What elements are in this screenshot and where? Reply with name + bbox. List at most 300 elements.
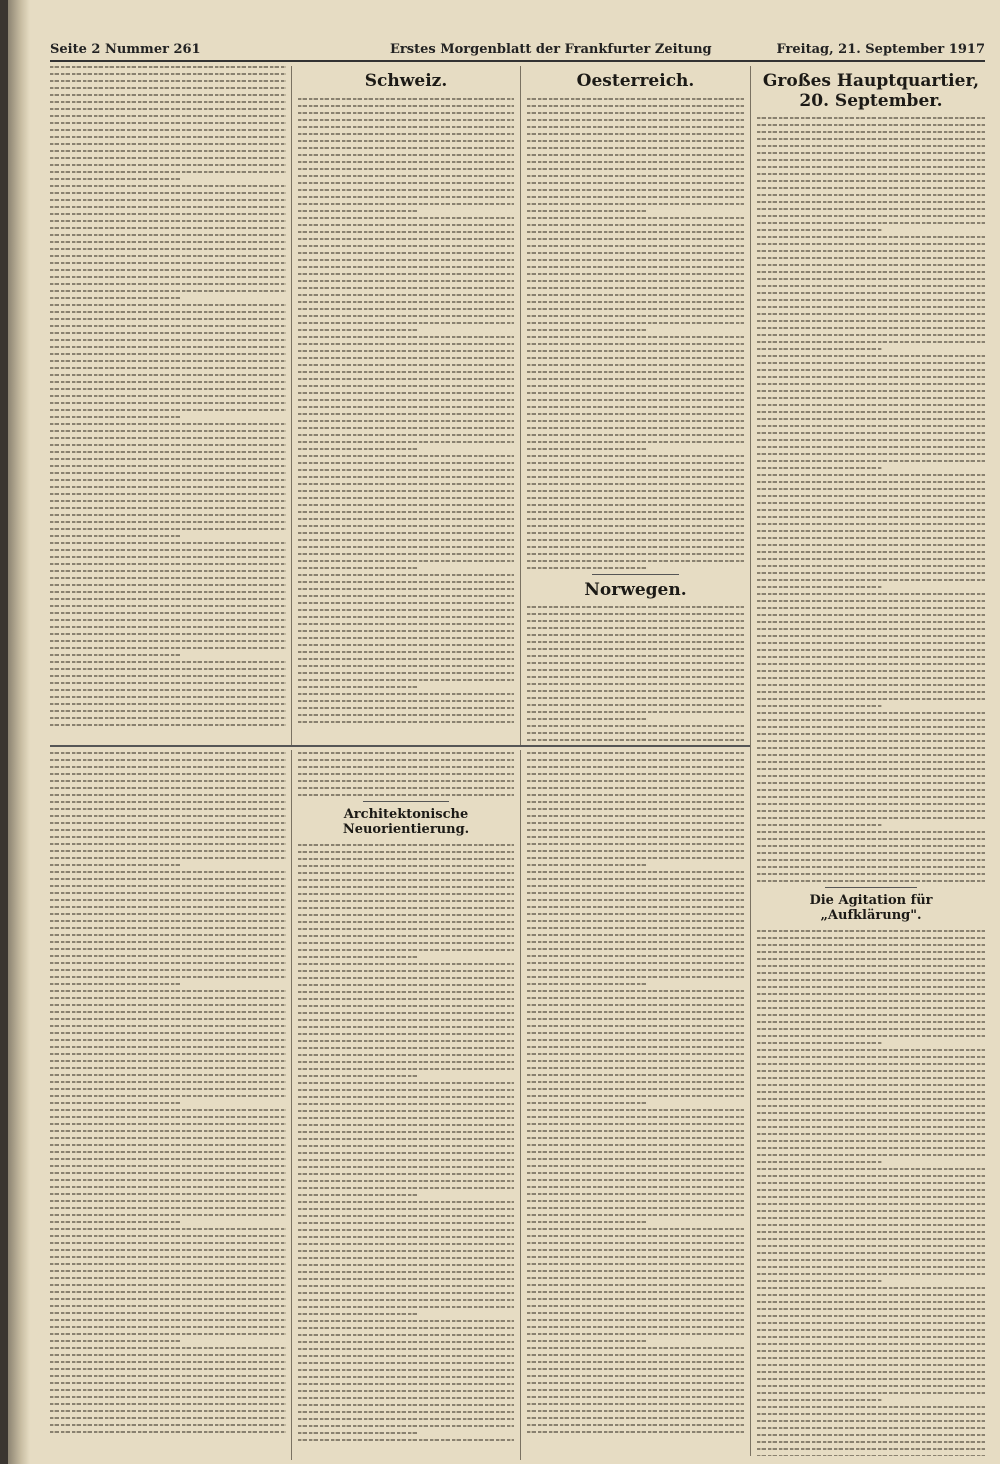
text-line [527,913,744,915]
text-line [298,1089,514,1091]
text-line [50,1396,286,1398]
text-line [50,1032,286,1034]
text-line [50,843,286,845]
text-line [50,402,286,404]
text-line [50,1263,286,1265]
text-line [50,661,286,663]
text-line [50,710,286,712]
text-line [50,1382,286,1384]
text-line [757,1119,985,1121]
text-line [50,1004,286,1006]
text-line [527,175,744,177]
text-line [757,628,985,630]
text-line [298,413,514,415]
text-line [757,222,985,224]
text-line [50,1424,286,1426]
text-line [50,570,286,572]
text-line [298,1292,514,1294]
text-line [50,80,286,82]
text-line [50,1081,286,1083]
text-line [757,1259,985,1261]
text-line [757,845,985,847]
text-line [298,378,514,380]
text-line [50,192,286,194]
text-line [757,670,985,672]
text-line [757,1133,985,1135]
text-line [50,206,286,208]
text-line [298,1201,514,1203]
text-line [298,1012,514,1014]
text-line [50,220,286,222]
text-line [298,266,514,268]
text-line [50,325,286,327]
text-line [757,229,882,231]
text-line [50,1088,286,1090]
text-line [757,572,985,574]
text-line [50,1074,286,1076]
text-line [527,787,744,789]
text-line [757,1161,882,1163]
text-line [757,635,985,637]
text-line [50,1165,286,1167]
text-line [527,1095,744,1097]
text-line [757,271,985,273]
text-line [757,355,985,357]
text-line [757,1385,985,1387]
text-line [298,273,514,275]
text-line [757,474,985,476]
text-line [527,962,744,964]
text-line [527,504,744,506]
text-line [50,689,286,691]
text-line [527,864,646,866]
text-line [757,376,985,378]
text-line [298,189,514,191]
text-line [757,243,985,245]
text-line [50,1256,286,1258]
text-line [298,455,514,457]
text-line [757,1364,985,1366]
text-line [757,803,985,805]
text-line [50,1284,286,1286]
text-line [50,1214,286,1216]
text-line [757,1203,985,1205]
text-line [757,334,985,336]
text-line [527,1284,744,1286]
text-line [527,413,744,415]
text-line [50,178,180,180]
text-line [50,1312,286,1314]
text-line [757,460,985,462]
text-line [298,1334,514,1336]
text-line [757,614,985,616]
text-line [50,829,286,831]
text-line [757,159,985,161]
text-line [50,535,180,537]
text-line [50,913,286,915]
text-line [50,598,286,600]
text-line [298,1005,514,1007]
text-line [298,865,514,867]
text-line [757,1217,985,1219]
text-line [757,1392,985,1394]
text-line [757,145,985,147]
text-line [50,472,286,474]
text-line [757,600,985,602]
text-line [298,773,514,775]
text-line [527,1186,744,1188]
text-line [757,299,985,301]
text-line [757,502,985,504]
text-line [298,308,514,310]
text-line [50,850,286,852]
text-line [50,185,286,187]
text-line [527,1424,744,1426]
text-line [298,161,514,163]
text-line [50,1403,286,1405]
text-line [757,782,985,784]
text-line [757,1147,985,1149]
text-line [50,563,286,565]
text-line [50,640,286,642]
text-line [757,1182,985,1184]
text-line [298,1383,514,1385]
text-line [298,1348,514,1350]
text-line [298,196,514,198]
text-line [527,850,744,852]
text-line [527,224,744,226]
text-line [527,1319,744,1321]
text-line [298,406,514,408]
text-line [298,1096,514,1098]
text-line [527,462,744,464]
text-line [757,1238,985,1240]
text-line [527,983,646,985]
text-line [50,73,286,75]
text-line [50,374,286,376]
text-line [50,1368,286,1370]
text-line [527,759,744,761]
text-line [527,161,744,163]
text-line [50,339,286,341]
text-line [757,593,985,595]
text-line [757,1413,985,1415]
text-line [298,287,514,289]
text-line [527,1137,744,1139]
book-binding [8,0,30,1464]
text-line [527,203,744,205]
text-line [757,579,985,581]
text-line [527,1081,744,1083]
text-line [50,836,286,838]
text-line [298,350,514,352]
text-line [757,930,985,932]
text-line [527,105,744,107]
text-line [757,404,985,406]
text-line [757,516,985,518]
text-line [50,1053,286,1055]
text-line [298,476,514,478]
text-line [527,350,744,352]
text-line [757,467,882,469]
text-line [757,530,985,532]
text-line [298,238,514,240]
text-line [527,1242,744,1244]
text-line [757,656,985,658]
text-line [757,285,985,287]
text-line [527,969,744,971]
text-line [757,131,985,133]
text-line [50,997,286,999]
text-line [298,1075,417,1077]
text-line [527,927,744,929]
text-line [50,1039,286,1041]
headline-schweiz: Schweiz. [364,71,448,91]
text-line [50,360,286,362]
text-line [50,234,286,236]
text-line [527,1011,744,1013]
text-line [50,759,286,761]
text-line [298,956,417,958]
text-line [50,668,286,670]
text-line [298,1110,514,1112]
text-line [50,199,286,201]
text-line [527,1158,744,1160]
text-line [50,1144,286,1146]
text-line [527,322,744,324]
text-line [50,766,286,768]
text-line [298,280,514,282]
text-line [50,724,286,726]
text-line [50,1347,286,1349]
text-line [527,532,744,534]
text-line [757,951,985,953]
text-line [298,766,514,768]
text-line [757,180,985,182]
text-line [298,1313,417,1315]
text-line [527,948,744,950]
text-line [527,315,744,317]
text-line [298,693,514,695]
text-line [298,1236,514,1238]
text-line [50,696,286,698]
text-line [757,1371,985,1373]
text-line [757,754,985,756]
text-line [298,1082,514,1084]
text-line [527,976,744,978]
text-line [527,343,744,345]
text-line [757,768,985,770]
text-line [50,115,286,117]
text-line [50,1235,286,1237]
text-line [50,136,286,138]
text-line [50,1361,286,1363]
text-line [527,899,744,901]
text-line [298,217,514,219]
text-line [50,941,286,943]
column-divider [750,66,751,1456]
text-line [757,740,985,742]
text-line [757,1042,882,1044]
text-line [757,124,985,126]
text-line [50,1060,286,1062]
text-line [757,509,985,511]
text-line [50,479,286,481]
text-line [298,759,514,761]
text-line [298,371,514,373]
text-line [298,686,417,688]
text-line [50,1116,286,1118]
text-line [298,1411,514,1413]
text-line [298,851,514,853]
text-line [527,1053,744,1055]
text-line [298,525,514,527]
text-line [757,1434,985,1436]
text-line [50,1242,286,1244]
text-line [50,612,286,614]
text-line [50,1095,286,1097]
text-line [50,493,286,495]
text-line [298,147,514,149]
text-line [757,1140,985,1142]
text-line [757,642,985,644]
text-line [757,1245,985,1247]
text-line [50,269,286,271]
text-line [50,430,286,432]
text-line [50,437,286,439]
text-line [527,553,744,555]
text-line [757,1210,985,1212]
text-line [50,108,286,110]
text-line [50,241,286,243]
text-line [298,679,514,681]
text-line [757,1441,985,1443]
text-line [527,711,744,713]
text-line [298,844,514,846]
text-line [757,481,985,483]
text-line [50,311,286,313]
text-line [298,336,514,338]
text-line [50,1340,180,1342]
text-line [527,231,744,233]
text-line [757,1175,985,1177]
text-line [50,423,286,425]
text-line [50,164,286,166]
text-line [50,507,286,509]
text-line [298,357,514,359]
text-line [757,1287,985,1289]
text-line [298,935,514,937]
text-line [298,497,514,499]
text-line [757,1322,985,1324]
text-line [50,395,286,397]
text-line [757,1000,985,1002]
separator-rule [825,887,916,888]
text-line [757,1035,985,1037]
text-line [50,262,286,264]
text-line [298,1264,514,1266]
text-line [527,1291,744,1293]
text-line [527,857,744,859]
text-line [527,483,744,485]
text-line [527,690,744,692]
text-line [757,1070,985,1072]
text-line [527,1249,744,1251]
column-divider [520,750,521,1460]
text-line [298,126,514,128]
text-line [757,691,985,693]
text-line [298,872,514,874]
text-line [50,150,286,152]
text-line [50,248,286,250]
text-line [50,654,180,656]
text-line [527,1340,646,1342]
text-line [757,453,985,455]
text-line [50,1200,286,1202]
text-line [527,1193,744,1195]
text-line [527,1123,744,1125]
text-line [50,1291,286,1293]
text-line [50,780,286,782]
text-line [50,885,286,887]
text-line [50,934,286,936]
text-line [527,217,744,219]
text-line [757,705,882,707]
text-line [527,238,744,240]
text-line [527,1354,744,1356]
text-line [757,1343,985,1345]
text-line [757,1329,985,1331]
text-line [757,495,985,497]
text-line [50,542,286,544]
text-line [527,546,744,548]
text-line [298,1166,514,1168]
text-line [527,1109,744,1111]
text-line [50,577,286,579]
text-line [527,655,744,657]
text-line [298,112,514,114]
text-line [298,315,514,317]
column-divider [291,750,292,1460]
text-line [298,532,514,534]
text-line [298,707,514,709]
text-line [527,829,744,831]
text-line [298,462,514,464]
text-line [527,871,744,873]
text-line [298,780,514,782]
text-line [527,634,744,636]
text-line [298,1285,514,1287]
text-line [527,1144,744,1146]
text-line [50,815,286,817]
text-line [757,446,985,448]
text-line [50,1179,286,1181]
text-line [757,425,985,427]
text-line [527,1312,744,1314]
text-line [527,329,646,331]
text-line [50,157,286,159]
text-line [50,948,286,950]
text-line [50,1123,286,1125]
text-line [298,886,514,888]
text-line [50,297,180,299]
text-line [50,1298,286,1300]
text-line [527,955,744,957]
text-line [50,864,180,866]
text-line [298,574,514,576]
text-line [298,385,514,387]
text-line [527,1368,744,1370]
